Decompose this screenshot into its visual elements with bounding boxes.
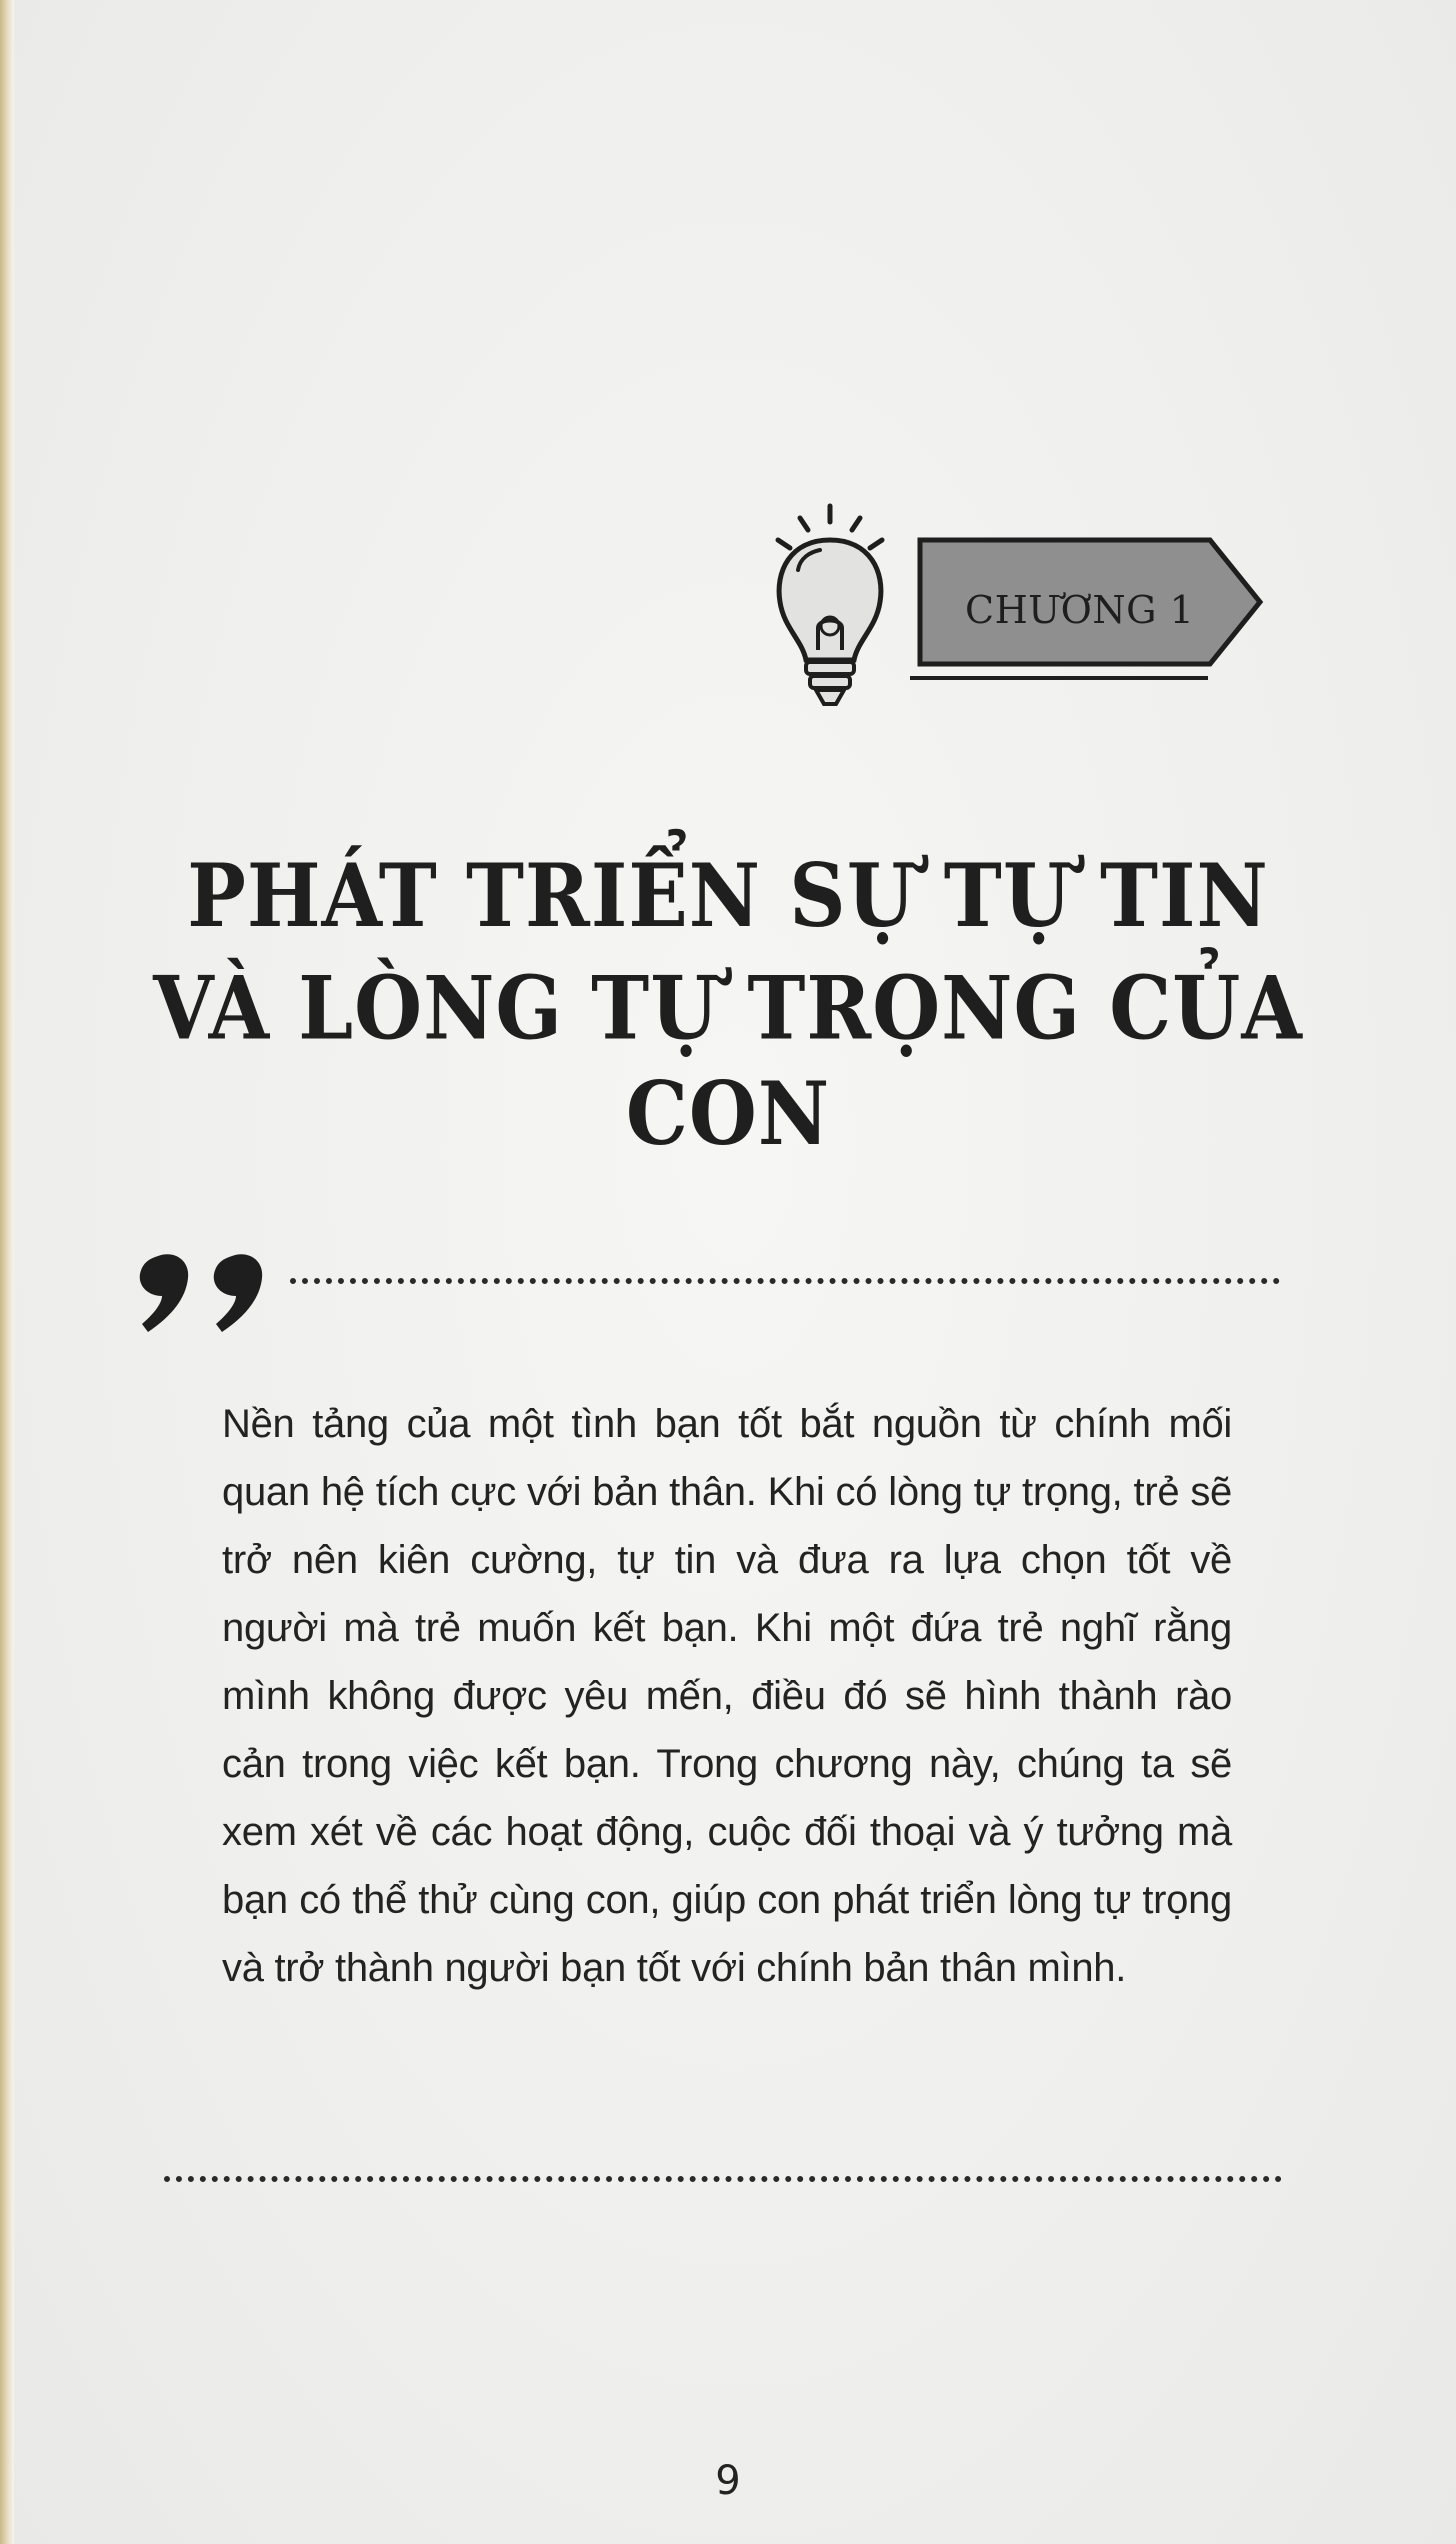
quote-body-text: Nền tảng của một tình bạn tốt bắt nguồn từ chính mối quan hệ tích cực với bản thân. Khi có lòng tự trọng, trẻ sẽ trở nên kiên cường, tự tin và đưa ra lựa chọn tốt về người mà trẻ muốn kết bạn. Khi một đứa trẻ nghĩ rằng mình không được yêu mến, điều đó sẽ hình thành rào cản trong việc kết bạn. Trong chương này, chúng ta sẽ xem xét về các hoạt động, cuộc đối thoại và ý tưởng mà bạn có thể thử cùng con, giúp con phát triển lòng tự trọng và trở thành người bạn tốt với chính bản thân mình. <box>222 1402 1232 1990</box>
page-binding-edge <box>0 0 14 2544</box>
page-number: 9 <box>715 2458 741 2504</box>
chapter-badge <box>770 500 1270 730</box>
chapter-title-line-1: PHÁT TRIỂN SỰ TỰ TIN <box>187 845 1269 948</box>
dotted-divider-bottom <box>164 2176 1282 2182</box>
chapter-title <box>150 845 1306 1165</box>
chapter-title-line-2: VÀ LÒNG TỰ TRỌNG CỦA CON <box>153 957 1303 1165</box>
dotted-divider-top <box>290 1278 1280 1284</box>
chapter-label: CHƯƠNG 1 <box>965 588 1195 632</box>
quotation-mark-icon <box>128 1220 288 1350</box>
